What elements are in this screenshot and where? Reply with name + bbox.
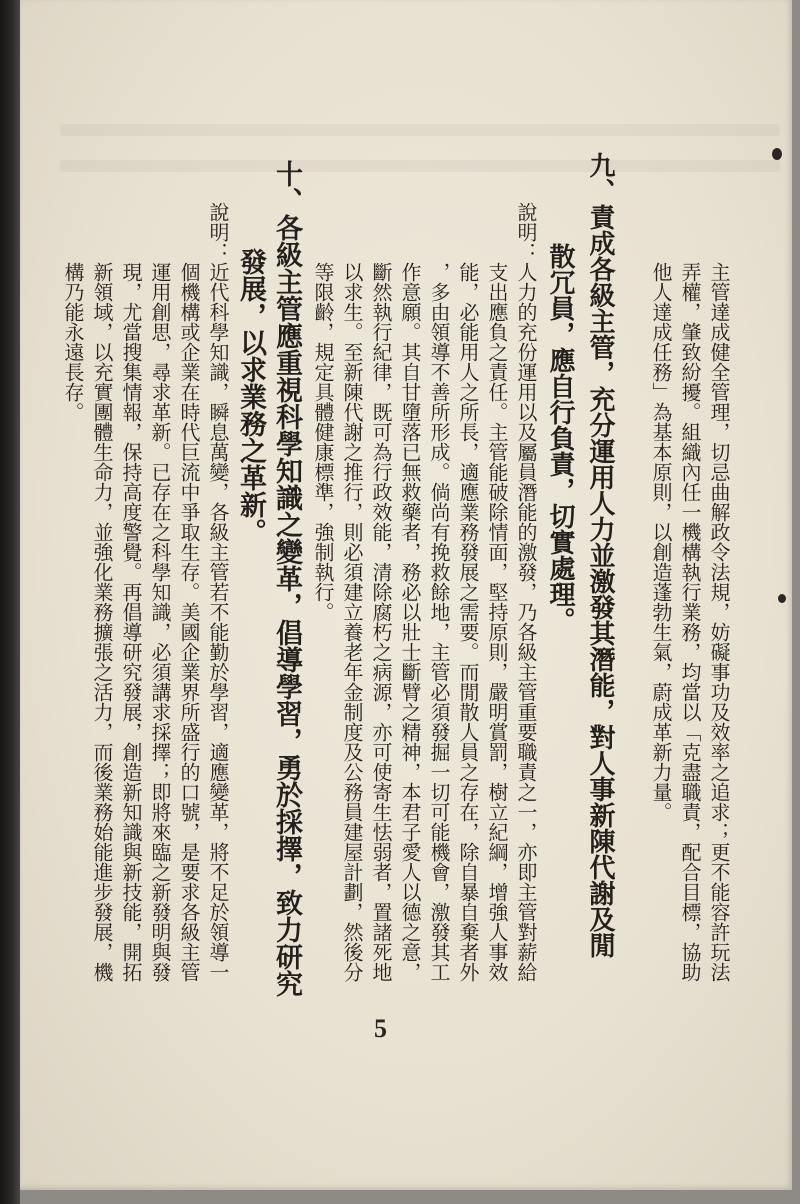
- explanation-line: ，多由領導不善所形成。倘尚有挽救餘地，主管必須發掘一切可能機會，激發其工: [427, 262, 451, 982]
- explanation-line: 支出應負之責任。主管能破除情面，堅持原則，嚴明賞罰，樹立紀綱，增強人事效: [485, 262, 509, 982]
- explanation-line: 運用創思，尋求革新。已存在之科學知識，必須講求採擇；即將來臨之新發明與發: [148, 262, 172, 982]
- page-number: 5: [374, 1014, 387, 1043]
- explanation-line: 個機構或企業在時代巨流中爭取生存。美國企業界所盛行的口號，是要求各級主管: [177, 262, 201, 982]
- continued-explanation: [646, 0, 733, 1100]
- punch-hole-mark: [772, 148, 782, 160]
- binding-edge-shadow: [0, 0, 20, 1204]
- punch-hole-mark: [778, 594, 786, 603]
- explanation-line: 弄權，肇致紛擾。組織內任一機構執行業務，均當以「克盡職責，配合目標，協助: [678, 262, 702, 982]
- explanation-line: 能，必能用人之所長，適應業務發展之需要。而閒散人員之存在，除自暴自棄者外: [456, 262, 480, 982]
- section-heading-line: 九、責成各級主管，充分運用人力並激發其潛能，對人事新陳代謝及閒: [585, 152, 615, 958]
- explanation-line: 構乃能永遠長存。: [61, 262, 85, 422]
- section-heading-line: 十、各級主管應重視科學知識之變革，倡導學習，勇於採擇，致力研究: [271, 160, 302, 997]
- section-heading-line: 散冗員，應自行負責，切實處理。: [545, 243, 575, 633]
- section-heading-line: 發展，以求業務之革新。: [235, 248, 266, 545]
- explanation-line: 說明：近代科學知識，瞬息萬變，各級主管若不能勤於學習，適應變革，將不足於領導一: [206, 202, 230, 982]
- explanation-line: 作意願。其自甘墮落已無救藥者，務必以壯士斷臂之精神，本君子愛人以德之意，: [398, 262, 422, 982]
- explanation-line: 現，尤當搜集情報，保持高度警覺。再倡導研究發展，創造新知識與新技能，開拓: [119, 262, 143, 982]
- explanation-line: 說明：人力的充份運用以及屬員潛能的激發，乃各級主管重要職責之一，亦即主管對薪給: [514, 202, 538, 982]
- explanation-line: 以求生。至新陳代謝之推行，則必須建立養老年金制度及公務員建屋計劃，然後分: [340, 262, 364, 982]
- explanation-line: 等限齡，規定具體健康標準，強制執行。: [311, 262, 335, 622]
- section-10: [58, 0, 304, 1100]
- explanation-line: 主管達成健全管理，切忌曲解政令法規，妨礙事功及效率之追求；更不能容許玩法: [707, 262, 731, 982]
- explanation-line: 斷然執行紀律，既可為行政效能，清除腐朽之病源，亦可使寄生怯弱者，置諸死地: [369, 262, 393, 982]
- explanation-line: 他人達成任務」為基本原則，以創造蓬勃生氣，蔚成革新力量。: [649, 262, 673, 822]
- section-9: [308, 0, 620, 1100]
- vertical-text-block: [58, 0, 733, 1100]
- explanation-line: 新領域，以充實團體生命力，並強化業務擴張之活力，而後業務始能進步發展，機: [90, 262, 114, 982]
